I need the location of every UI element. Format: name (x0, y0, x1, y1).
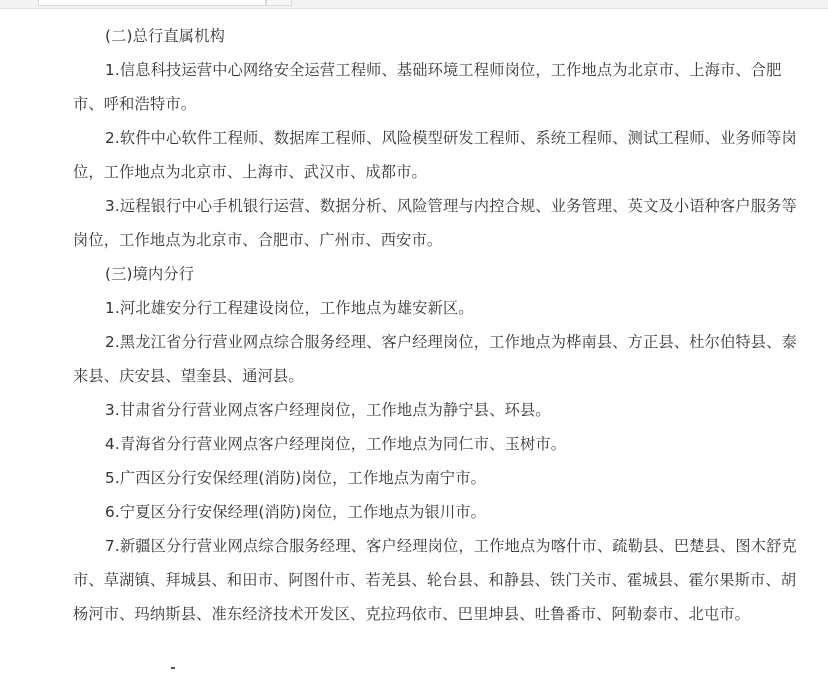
paragraph: 2.黑龙江省分行营业网点综合服务经理、客户经理岗位，工作地点为桦南县、方正县、杜尔伯特县、泰来县、庆安县、望奎县、通河县。 (73, 333, 797, 385)
cursor-mark (171, 667, 175, 669)
search-button[interactable] (266, 0, 292, 6)
section-heading-domestic-branches: (三)境内分行 (105, 265, 195, 283)
paragraph: 4.青海省分行营业网点客户经理岗位，工作地点为同仁市、玉树市。 (105, 435, 567, 453)
top-toolbar (0, 0, 828, 9)
search-input[interactable] (38, 0, 266, 6)
paragraph: 2.软件中心软件工程师、数据库工程师、风险模型研发工程师、系统工程师、测试工程师、业务师等岗位，工作地点为北京市、上海市、武汉市、成都市。 (73, 129, 797, 181)
article-body (73, 19, 797, 631)
paragraph: 3.甘肃省分行营业网点客户经理岗位，工作地点为静宁县、环县。 (105, 401, 551, 419)
section-heading-hq-institutions: (二)总行直属机构 (105, 27, 225, 45)
paragraph: 5.广西区分行安保经理(消防)岗位，工作地点为南宁市。 (105, 469, 487, 487)
paragraph: 3.远程银行中心手机银行运营、数据分析、风险管理与内控合规、业务管理、英文及小语种客户服务等岗位，工作地点为北京市、合肥市、广州市、西安市。 (73, 197, 797, 249)
paragraph: 1.信息科技运营中心网络安全运营工程师、基础环境工程师岗位，工作地点为北京市、上海市、合肥市、呼和浩特市。 (73, 61, 782, 113)
paragraph: 7.新疆区分行营业网点综合服务经理、客户经理岗位，工作地点为喀什市、疏勒县、巴楚县、图木舒克市、草湖镇、拜城县、和田市、阿图什市、若羌县、轮台县、和静县、铁门关市、霍城县、霍尔果斯市、胡杨河市、玛纳斯县、准东经济技术开发区、克拉玛依市、巴里坤县、吐鲁番市、阿勒泰市、北屯市。 (73, 537, 797, 623)
paragraph: 6.宁夏区分行安保经理(消防)岗位，工作地点为银川市。 (105, 503, 487, 521)
paragraph: 1.河北雄安分行工程建设岗位，工作地点为雄安新区。 (105, 299, 474, 317)
